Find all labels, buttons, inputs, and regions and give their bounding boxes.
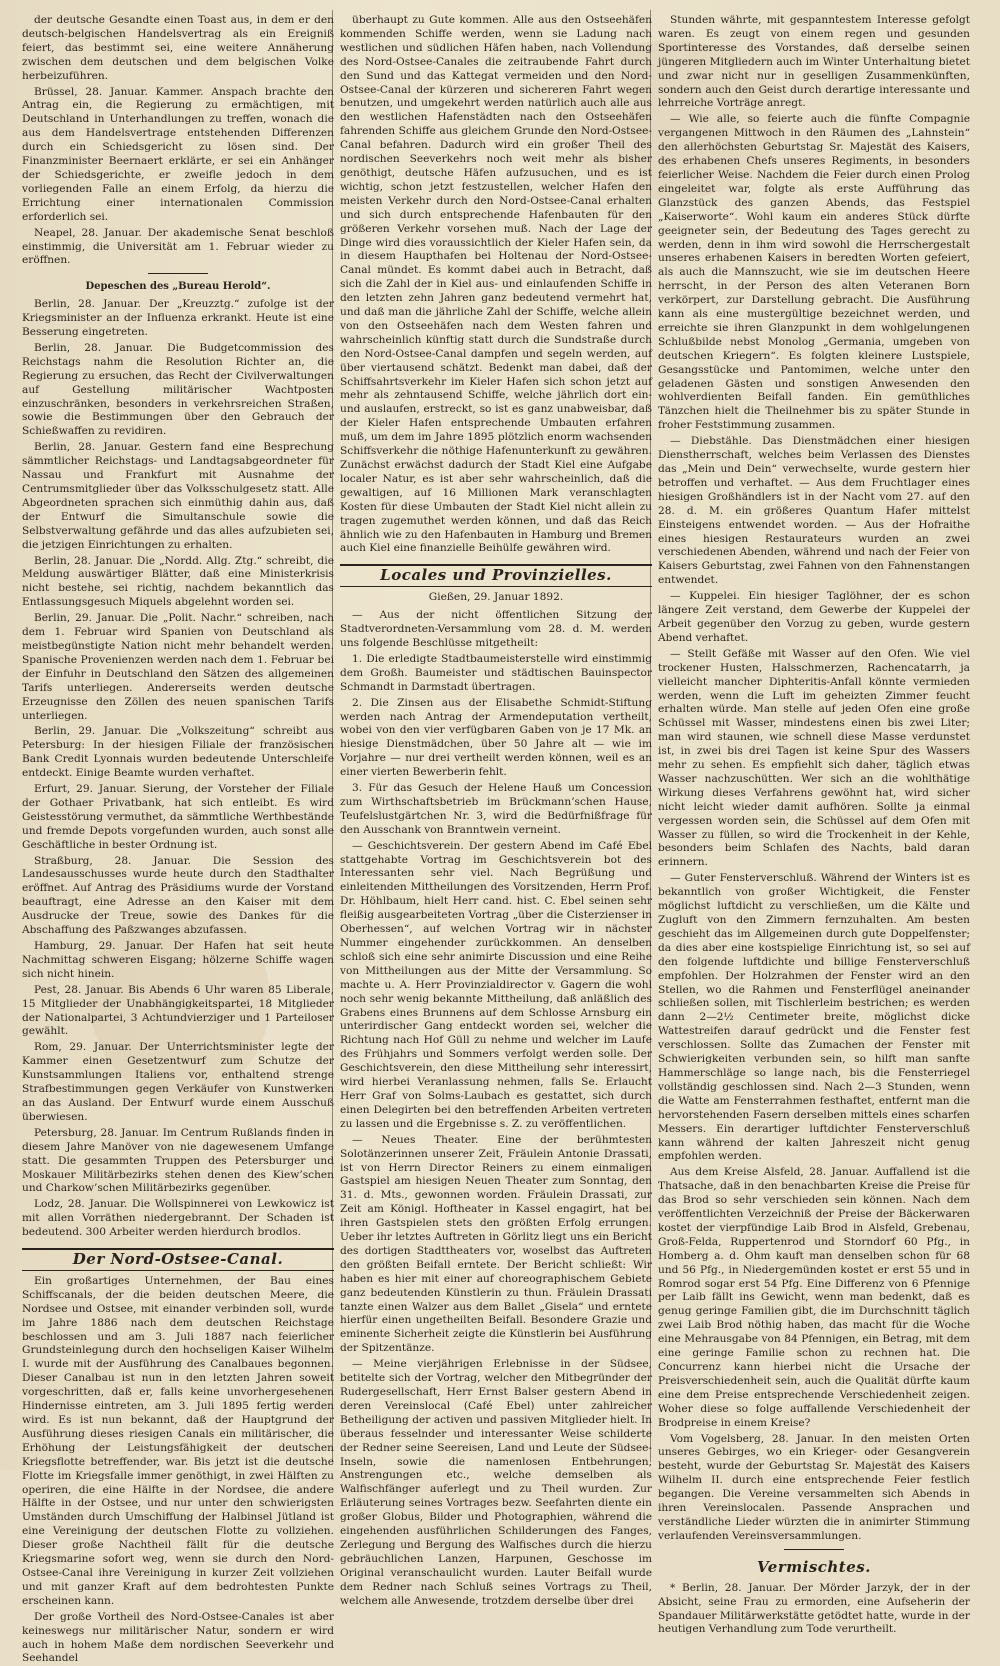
paragraph: Stunden währte, mit gespanntestem Interesse gefolgt waren. Es zeugt von einem regen und gesunden Sportinteresse des Vorstandes, daß derselbe seinen jüngeren Mitgliedern auch im Winter Unterhaltung bietet und zwar nicht nur in geselligen Zusammenkünften, sondern auch den Geist durch derartige interessante und lehrreiche Vorträge anregt.: [658, 14, 970, 110]
dispatch-list: [22, 298, 334, 1240]
separator-line: [784, 1549, 844, 1550]
paragraph: der deutsche Gesandte einen Toast aus, in dem er den deutsch-belgischen Handelsvertrag als ein Ereigniß feiert, das bestimmt sei, eine weitere Annäherung zwischen dem deutschen und dem belgischen Volke herbeizuführen.: [22, 14, 334, 82]
paragraph: Der große Vortheil des Nord-Ostsee-Canales ist aber keineswegs nur militärischer Natur, sondern er wird auch in hohem Maße dem nordischen Seeverkehr und Seehandel: [22, 1610, 334, 1665]
dispatch-item: Berlin, 29. Januar. Die „Volkszeitung“ schreibt aus Petersburg: In der hiesigen Filiale der französischen Bank Credit Lyonnais wurden bedeutende Unterschleife entdeckt. Einige Beamte wurden verhaftet.: [22, 725, 334, 780]
dispatch-item: Berlin, 29. Januar. Die „Polit. Nachr.“ schreiben, nach dem 1. Februar wird Spanien von Deutschland als meistbegünstigte Nation nicht mehr behandelt werden. Spanische Provenienzen werden nach dem 1. Februar bei der Einfuhr in Deutschland den Sätzen des allgemeinen Tarifs unterliegen. Andererseits werden deutsche Erzeugnisse den Zöllen des neuen spanischen Tarifs unterliegen.: [22, 612, 334, 722]
paragraph: — Guter Fensterverschluß. Während der Winters ist es bekanntlich von großer Wichtigkeit, die Fenster möglichst luftdicht zu verschließen, um die Kälte und Zugluft von den Zimmern fernzuhalten. Am besten geschieht das im Allgemeinen durch gute Doppelfenster; da dies aber eine kostspielige Einrichtung ist, so sei auf den folgende luftdichte und billige Fensterverschluß empfohlen. Der Holzrahmen der Fenster wird an den Stellen, wo die Rahmen und Fensterflügel aneinander schließen sollen, mit Tischlerleim bestrichen; es werden dann 2—2½ Centimeter breite, möglichst dicke Wattestreifen darauf gedrückt und die Fenster fest verschlossen. Sollte das Zumachen der Fenster mit Schwierigkeiten verbunden sein, so hilft man sanfte Hammerschläge so lange nach, bis die Fensterriegel vollständig geschlossen sind. Nach 2—3 Stunden, wenn die Watte am Fensterrahmen festhaftet, entfernt man die hervorstehenden Fasern derselben mittels eines scharfen Messers. Ein derartiger luftdichter Fensterverschluß kann während der kalten Jahreszeit nicht genug empfohlen werden.: [658, 872, 970, 1163]
dateline: Gießen, 29. Januar 1892.: [428, 591, 564, 604]
dispatch-item: Berlin, 28. Januar. Die „Nordd. Allg. Ztg.“ schreibt, die Meldung auswärtiger Blätter, daß eine Ministerkrisis nicht bestehe, sei richtig, nachdem bekanntlich das Entlassungsgesuch Miquels abgelehnt worden sei.: [22, 554, 334, 609]
paragraph: Brüssel, 28. Januar. Kammer. Anspach brachte den Antrag ein, die Regierung zu ermächtigen, mit Deutschland in Unterhandlungen zu treffen, wonach die aus dem Handelsvertrage entstehenden Differenzen durch ein Schiedsgericht zu lösen sind. Der Finanzminister Beernaert erklärte, er sei ein Anhänger der Schiedsgerichte, er zweifle jedoch in dem vorliegenden Falle an einem Erfolg, da hierzu die Errichtung einer internationalen Commission erforderlich sei.: [22, 85, 334, 223]
paragraph: — Stellt Gefäße mit Wasser auf den Ofen. Wie viel trockener Husten, Halsschmerzen, Rachencatarrh, ja vielleicht mancher Diphteritis-Anfall könnte vermieden werden, wenn die Luft im geheizten Zimmer feucht erhalten würde. Man stelle auf jeden Ofen eine große Schüssel mit Wasser, mindestens einen bis zwei Liter; man wird staunen, wie schnell diese Masse verdunstet ist, in zwei bis drei Tagen ist keine Spur des Wassers mehr zu sehen. Es empfiehlt sich daher, täglich etwas Wasser nachzuschütten. Wer sich an die wohlthätige Wirkung dieses Verfahrens gewöhnt hat, wird sicher nicht leicht wieder damit aufhören. Sollte ja einmal vergessen worden sein, die Schüssel auf dem Ofen mit Wasser zu füllen, so wird die Trockenheit in der Kehle, besonders beim Schlafen des Nachts, bald daran erinnern.: [658, 647, 970, 869]
paragraph: * Berlin, 28. Januar. Der Mörder Jarzyk, der in der Absicht, seine Frau zu ermorden, eine Aufseherin der Spandauer Militärwerkstätte getödtet hatte, wurde in der heutigen Verhandlung zum Tode verurtheilt.: [658, 1581, 970, 1636]
paragraph: — Wie alle, so feierte auch die fünfte Compagnie vergangenen Mittwoch in den Räumen des „Lahnstein“ den allerhöchsten Geburtstag Sr. Majestät des Kaisers, des erhabenen Chefs unseres Regiments, in besonders feierlicher Weise. Nachdem die Feier durch einen Prolog eingeleitet war, folgte als erste Aufführung das Glanzstück des ganzen Abends, das Festspiel „Kaiserworte“. Wohl kaum ein anderes Stück dürfte geeigneter sein, der Bedeutung des Tages gerecht zu werden, denn in ihm wird sowohl die Herrschergestalt unseres erhabenen Kaisers in beredten Worten gefeiert, als auch die Mannszucht, wie sie im deutschen Heere herrscht, in der Person des alten Veteranen Born verkörpert, zur Darstellung gebracht. Die Ausführung kann als eine mustergültige bezeichnet werden, und erreichte sie ihren Glanzpunkt in dem wohlgelungenen Schlußbilde nebst Monolog „Germania, umgeben von deutschen Kriegern“. Es folgten kleinere Lustspiele, Gesangsstücke und Pantomimen, welche unter den geladenen Gästen und sonstigen Anwesenden den wohlverdienten Beifall fanden. Ein gemüthliches Tänzchen hielt die Theilnehmer bis zu später Stunde in froher Feststimmung zusammen.: [658, 113, 970, 432]
paragraph: 2. Die Zinsen aus der Elisabethe Schmidt-Stiftung werden nach Antrag der Armendeputation vertheilt, wobei von den vier verfügbaren Gaben von je 17 Mk. an hiesige Dienstmädchen, über 50 Jahre alt — wie im Vorjahre — nur drei vertheilt werden können, weil es an einer vierten Bewerberin fehlt.: [340, 696, 652, 779]
bureau-heading: Depeschen des „Bureau Herold“.: [85, 281, 271, 293]
dispatch-item: Berlin, 28. Januar. Der „Kreuzztg.“ zufolge ist der Kriegsminister an der Influenza erkrankt. Heute ist eine Besserung eingetreten.: [22, 298, 334, 339]
dispatch-item: Berlin, 28. Januar. Gestern fand eine Besprechung sämmtlicher Reichstags- und Landtagsabgeordneter für Nassau und Frankfurt mit Ausnahme der Centrumsmitglieder über das Volksschulgesetz statt. Alle Abgeordneten sprachen sich einmüthig dahin aus, daß der Entwurf die Simultanschule sowie die Selbstverwaltung gefährde und das alles aufzubieten sei, die jetzigen Einrichtungen zu erhalten.: [22, 441, 334, 551]
column-1: [22, 14, 334, 1665]
paragraph: 3. Für das Gesuch der Helene Hauß um Concession zum Wirthschaftsbetrieb im Brückmann’schen Hause, Teufelslustgärtchen Nr. 3, wird die Bedürfnißfrage für den Ausschank von Branntwein verneint.: [340, 782, 652, 836]
paragraph: Vom Vogelsberg, 28. Januar. In den meisten Orten unseres Gebirges, wo ein Krieger- oder Gesangverein besteht, wurde der Geburtstag Sr. Majestät des Kaisers Wilhelm II. durch eine entsprechende Feier festlich begangen. Die Vereine versammelten sich Abends in ihren Vereinslocalen. Passende Ansprachen und verständliche Lieder würzten die in animirter Stimmung verlaufenden Vereinsversammlungen.: [658, 1432, 970, 1542]
dispatch-item: Pest, 28. Januar. Bis Abends 6 Uhr waren 85 Liberale, 15 Mitglieder der Unabhängigkeitspartei, 18 Mitglieder der Nationalpartei, 3 Achtundvierziger und 1 Parteiloser gewählt.: [22, 983, 334, 1038]
dispatch-item: Hamburg, 29. Januar. Der Hafen hat seit heute Nachmittag schweren Eisgang; hölzerne Schiffe wagen sich nicht hinein.: [22, 940, 334, 980]
misc-heading: Vermischtes.: [757, 1557, 871, 1576]
paragraph: — Meine vierjährigen Erlebnisse in der Südsee, betitelte sich der Vortrag, welcher den Mitbegründer der Rudergesellschaft, Herr Ernst Balser gestern Abend in deren Vereinslocal (Café Ebel) unter zahlreicher Betheiligung der activen und passiven Mitglieder hielt. In überaus fesselnder und interessanter Weise schilderte der Redner seine Seereisen, Land und Leute der Südsee-Inseln, sowie die namenlosen Entbehrungen, Anstrengungen etc., welche demselben als Walfischfänger auferlegt und zu Theil wurden. Zur Erläuterung seines Vortrages bezw. Seefahrten diente ein großer Globus, Bilder und Photographien, während die eingehenden ausführlichen Schilderungen des Fanges, Zerlegung und Bergung des Walfisches durch die hierzu gebräuchlichen Lanzen, Harpunen, Geschosse im Original veranschaulicht wurden. Lauter Beifall wurde dem Redner nach Schluß seines Vortrags zu Theil, welchem alle Anwesende, trotzdem derselbe über drei: [340, 1358, 652, 1607]
paragraph: 1. Die erledigte Stadtbaumeisterstelle wird einstimmig dem Großh. Baumeister und städtischen Bauinspector Schmandt in Darmstadt übertragen.: [340, 652, 652, 693]
paragraph: Aus dem Kreise Alsfeld, 28. Januar. Auffallend ist die Thatsache, daß in den benachbarten Kreise die Preise für das Brod so sehr verschieden sein können. Nach dem veröffentlichten Verzeichniß der Preise der Bäckerwaren kostet der vierpfündige Laib Brod in Alsfeld, Grebenau, Groß-Felda, Ruppertenrod und Storndorf 60 Pfg., in Homberg a. d. Ohm kauft man denselben schon für 68 und 56 Pfg., in Niedergemünden kostet er erst 55 und in Romrod sogar erst 54 Pfg. Eine Differenz von 6 Pfennige per Laib fällt ins Gewicht, wenn man bedenkt, daß es genug geringe Familien gibt, die im Durchschnitt täglich zwei Laib Brod nöthig haben, das macht für die Woche eine Mehrausgabe von 84 Pfennigen, ein Betrag, mit dem eine geringe Familie schon zu rechnen hat. Die Concurrenz kann hierbei nicht die Ursache der Preisverschiedenheit sein, auch die Qualität dürfte kaum eine dem Preise entsprechende Verschiedenheit zeigen. Woher diese so folge auffallende Verschiedenheit der Brodpreise in einem Kreise?: [658, 1166, 970, 1429]
dispatch-item: Berlin, 28. Januar. Die Budgetcommission des Reichstags nahm die Resolution Richter an, die Regierung zu ersuchen, das Recht der Civilverwaltungen auf Gestellung militärischer Wachtposten einzuschränken, besonders in verkehrsreichen Straßen, sowie die Bestimmungen über den Gebrauch der Schießwaffen zu revidiren.: [22, 341, 334, 438]
separator-line: [148, 273, 208, 274]
paragraph: — Aus der nicht öffentlichen Sitzung der Stadtverordneten-Versammlung vom 28. d. M. werden uns folgende Beschlüsse mitgetheilt:: [340, 609, 652, 649]
dispatch-item: Erfurt, 29. Januar. Sierung, der Vorsteher der Filiale der Gothaer Privatbank, hat sich entleibt. Es wird Geistesstörung vermuthet, da sämmtliche Werthbestände und fremde Depots vorgefunden wurden, auch sonst alle Geschäftliche in bester Ordnung ist.: [22, 783, 334, 851]
canal-heading: Der Nord-Ostsee-Canal.: [22, 1248, 334, 1271]
column-3: [658, 14, 970, 1636]
paragraph: — Geschichtsverein. Der gestern Abend im Café Ebel stattgehabte Vortrag im Geschichtsverein bot des Interessanten sehr viel. Nach Begrüßung und einleitenden Mittheilungen des Vorsitzenden, Herrn Prof. Dr. Höhlbaum, hielt Herr cand. hist. C. Ebel seinen sehr fleißig ausgearbeiteten Vortrag „über die Cisterzienser in Oberhessen“, auf welchen Vortrag wir in nächster Nummer eingehender zurückkommen. An denselben schloß sich eine sehr animirte Discussion und eine Reihe von Mittheilungen aus der Mitte der Versammlung. So machte u. A. Herr Provinzialdirector v. Gagern die wohl noch sehr wenig bekannte Mittheilung, daß anläßlich des Grabens eines Brunnens auf dem Schlosse Arnsburg ein unterirdischer Gang entdeckt worden sei, welcher die Richtung nach Hof Güll zu nehme und welcher im Laufe des Frühjahrs und Sommers verfolgt werden solle. Der Geschichtsverein, den diese Mittheilung sehr interessirt, wird hierbei Veranlassung nehmen, falls Se. Erlaucht Herr Graf von Solms-Laubach es gestattet, sich durch einen Delegirten bei den betreffenden Arbeiten vertreten zu lassen und die Ergebnisse s. Z. zu veröffentlichen.: [340, 839, 652, 1130]
paragraph: Neapel, 28. Januar. Der akademische Senat beschloß einstimmig, die Universität am 1. Februar wieder zu eröffnen.: [22, 226, 334, 267]
paragraph: — Diebstähle. Das Dienstmädchen einer hiesigen Dienstherrschaft, welches beim Verlassen des Dienstes das „Mein und Dein“ verwechselte, wurde gestern hier betroffen und verhaftet. — Aus dem Fruchtlager eines hiesigen Großhändlers ist in der Nacht vom 27. auf den 28. d. M. ein größeres Quantum Hafer mittelst Einsteigens entwendet worden. — Aus der Hofraithe eines hiesigen Restaurateurs wurden an zwei verschiedenen Abenden, während und nach der Feier von Kaisers Geburtstag, zwei Fahnen von den Fahnenstangen entwendet.: [658, 435, 970, 587]
dispatch-item: Lodz, 28. Januar. Die Wollspinnerei von Lewkowicz ist mit allen Vorräthen niedergebrannt. Der Schaden ist bedeutend. 300 Arbeiter werden hierdurch brodlos.: [22, 1198, 334, 1239]
dispatch-item: Rom, 29. Januar. Der Unterrichtsminister legte der Kammer einen Gesetzentwurf zum Schutze der Kunstsammlungen Italiens vor, enthaltend strenge Strafbestimmungen gegen Verkäufer von Kunstwerken an das Ausland. Der Entwurf wurde einem Ausschuß überwiesen.: [22, 1041, 334, 1123]
dispatch-item: Petersburg, 28. Januar. Im Centrum Rußlands finden in diesem Jahre Manöver von nie dagewesenem Umfange statt. Die gesammten Truppen des Petersburger und Moskauer Militärbezirks stehen denen des Kiew’schen und Charkow’schen Militärbezirks gegenüber.: [22, 1126, 334, 1195]
paragraph: — Kuppelei. Ein hiesiger Taglöhner, der es schon längere Zeit verstand, dem Gewerbe der Kuppelei der Arbeit gegenüber den Vorzug zu geben, wurde gestern Abend verhaftet.: [658, 590, 970, 644]
paragraph: überhaupt zu Gute kommen. Alle aus den Ostseehäfen kommenden Schiffe werden, wenn sie Ladung nach westlichen und südlichen Häfen haben, nach Vollendung des Nord-Ostsee-Canales die zeitraubende Fahrt durch den Sund und das Kattegat vermeiden und den Nord-Ostsee-Canal der kürzeren und sichereren Fahrt wegen benutzen, und umgekehrt werden natürlich auch alle aus den westlichen Hafenstädten nach den Ostseehäfen fahrenden Schiffe aus gleichem Grunde den Nord-Ostsee-Canal befahren. Dadurch wird ein großer Theil des nordischen Seeverkehrs noch weit mehr als bisher genöthigt, deutsche Häfen aufzusuchen, und es ist wichtig, schon jetzt festzustellen, welcher Hafen den meisten Verkehr durch den Nord-Ostsee-Canal erhalten und sich durch entsprechende Hafenbauten für den größeren Verkehr vorsehen muß. Nach der Lage der Dinge wird dies voraussichtlich der Kieler Hafen sein, da in diesem Haupthafen bei Holtenau der Nord-Ostsee-Canal mündet. Es kommt dabei auch in Betracht, daß sich die Zahl der in Kiel aus- und einlaufenden Schiffe in den letzten zehn Jahren ganz bedeutend vermehrt hat, und daß man die jährliche Zahl der Schiffe, welche allein von den Ostseehäfen nach dem Westen fahren und wahrscheinlich künftig statt durch die Sundstraße durch den Nord-Ostsee-Canal dampfen und segeln werden, auf über viertausend schätzt. Bedenkt man dabei, daß der Schiffsahrtsverkehr im Kieler Hafen sich schon jetzt auf mehr als zehntausend Schiffe, welche jährlich dort ein- und auslaufen, erstreckt, so ist es ganz unabweisbar, daß der Kieler Hafen entsprechende Umbauten erfahren muß, um dem im Jahre 1895 plötzlich enorm wachsenden Schiffsverkehr die nöthige Hafenunterkunft zu gewähren. Zunächst erwächst dadurch der Stadt Kiel eine Aufgabe localer Natur, es ist aber sehr wahrscheinlich, daß die gewaltigen, auf 16 Millionen Mark veranschlagten Kosten für diese Umbauten der Stadt Kiel nicht allein zu tragen zugemuthet werden können, und daß das Reich ähnlich wie zu den Hafenbauten in Hamburg und Bremen auch Kiel eine finanzielle Beihülfe gewähren wird.: [340, 14, 652, 555]
paragraph: Ein großartiges Unternehmen, der Bau eines Schiffscanals, der die beiden deutschen Meere, die Nordsee und Ostsee, mit einander verbinden soll, wurde im Jahre 1886 nach dem deutschen Reichstage beschlossen und am 3. Juli 1887 nach feierlicher Grundsteinlegung durch den hochseligen Kaiser Wilhelm I. wurde mit der Ausführung des Canalbaues begonnen. Dieser Canalbau ist nun in den letzten Jahren soweit vorgeschritten, daß er, falls keine unvorhergesehenen Hindernisse eintreten, am 3. Juli 1895 fertig werden wird. Es ist nun bekannt, daß der Hauptgrund der Ausführung dieses riesigen Canals ein militärischer, die Erhöhung der Leistungsfähigkeit der deutschen Kriegsflotte betreffender, war. Bis jetzt ist die deutsche Flotte im Kriegsfalle immer genöthigt, in zwei Hälften zu operiren, die eine Hälfte in der Nordsee, die andere Hälfte in der Ostsee, und nur unter den schwierigsten Umständen durch Umschiffung der Halbinsel Jütland ist eine Vereinigung der deutschen Flotte zu vollziehen. Dieser große Nachtheil fällt für die deutsche Kriegsmarine sofort weg, wenn sie durch den Nord-Ostsee-Canal ihre Vereinigung in kurzer Zeit vollziehen und mit ganzer Kraft auf dem bedrohtesten Punkte erscheinen kann.: [22, 1274, 334, 1607]
dispatch-item: Straßburg, 28. Januar. Die Session des Landesausschusses wurde heute durch den Stadthalter eröffnet. Auf Antrag des Präsidiums wurde der Vorstand beauftragt, eine Adresse an den Kaiser mit dem Ausdrucke der Treue, sowie des Dankes für die Abschaffung des Paßzwanges abzufassen.: [22, 854, 334, 937]
local-news-heading: Locales und Provinzielles.: [340, 564, 652, 587]
paragraph: — Neues Theater. Eine der berühmtesten Solotänzerinnen unserer Zeit, Fräulein Antonie Drassati, ist von Herrn Director Reiners zu einem einmaligen Gastspiel am hiesigen Neuen Theater zum Sonntag, den 31. d. Mts., gewonnen worden. Fräulein Drassati, zur Zeit am Königl. Hoftheater in Kassel engagirt, hat bei ihren Gastspielen stets den größten Erfolg errungen. Ueber ihr letztes Auftreten in Görlitz liegt uns ein Bericht des dortigen Stadttheaters vor, woselbst das Auftreten den größten Beifall erntete. Der Bericht schließt: Wir haben es hier mit einer auf choreographischem Gebiete ganz bedeutenden Künstlerin zu thun. Fräulein Drassati tanzte einen Walzer aus dem Ballet „Gisela“ und erntete hierfür einen ungetheilten Beifall. Besondere Grazie und eminente Sicherheit zeigte die Künstlerin bei Ausführung der Spitzentänze.: [340, 1133, 652, 1355]
col1-top-paragraphs: [22, 14, 334, 268]
column-2: [340, 14, 652, 1607]
